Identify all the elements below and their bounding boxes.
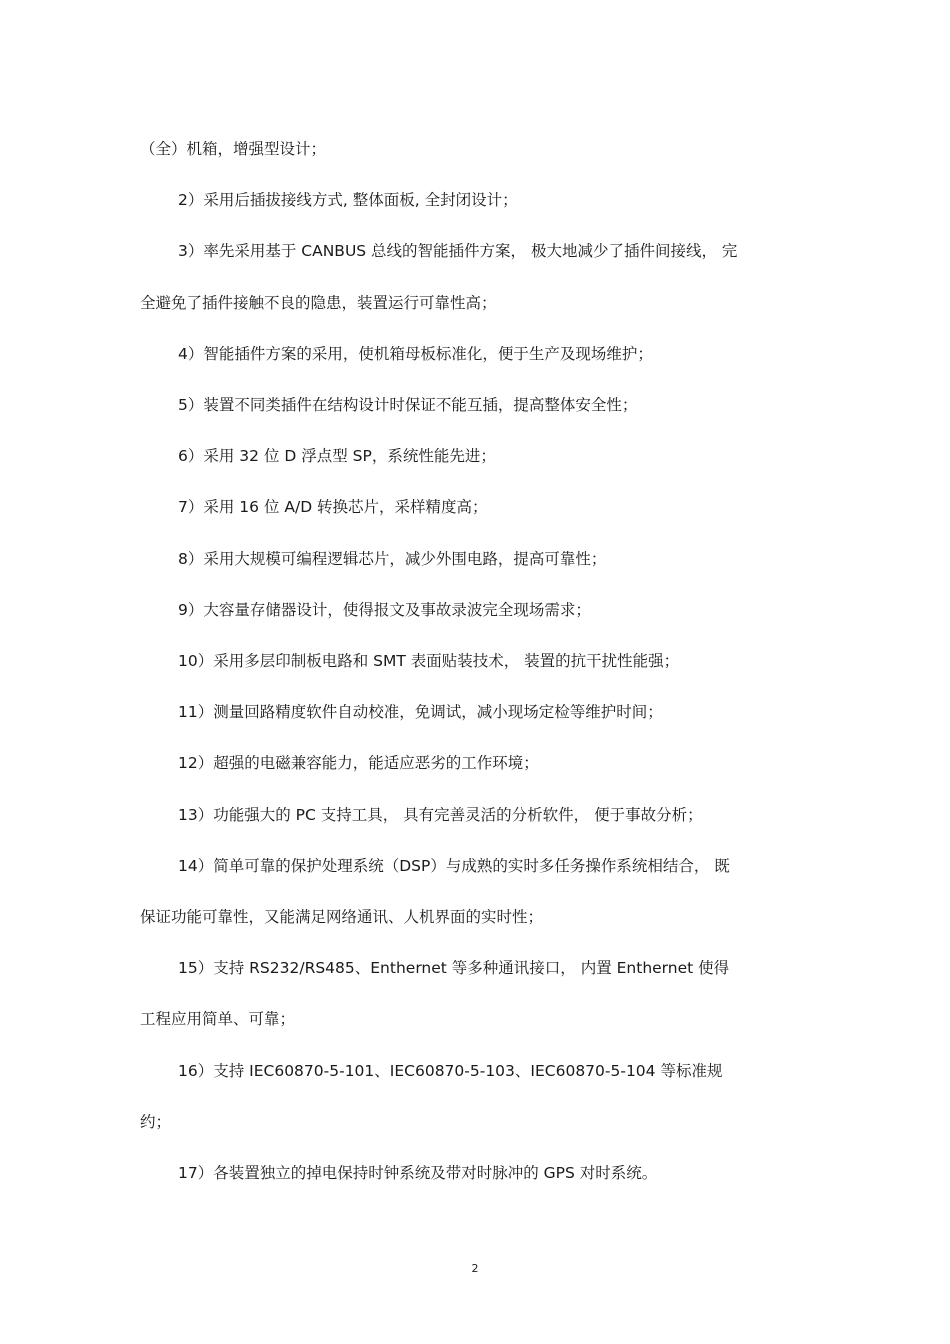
paragraph-line: 9）大容量存储器设计，使得报文及事故录波完全现场需求； bbox=[178, 600, 591, 619]
paragraph-line: 7）采用 16 位 A/D 转换芯片，采样精度高； bbox=[178, 498, 488, 517]
paragraph-line: 14）简单可靠的保护处理系统（DSP）与成熟的实时多任务操作系统相结合， 既 bbox=[178, 856, 730, 875]
paragraph-line: 5）装置不同类插件在结构设计时保证不能互插，提高整体安全性； bbox=[178, 396, 638, 415]
paragraph-line: 16）支持 IEC60870-5-101、IEC60870-5-103、IEC60870-5-104 等标准规 bbox=[178, 1061, 723, 1080]
paragraph-line: 约； bbox=[140, 1112, 172, 1131]
paragraph-line: 4）智能插件方案的采用，使机箱母板标准化，便于生产及现场维护； bbox=[178, 344, 653, 363]
paragraph-line: 12）超强的电磁兼容能力，能适应恶劣的工作环境； bbox=[178, 754, 539, 773]
page-number: 2 bbox=[471, 1262, 479, 1275]
paragraph-line: 保证功能可靠性，又能满足网络通讯、人机界面的实时性； bbox=[140, 908, 544, 927]
paragraph-line: 2）采用后插拔接线方式, 整体面板, 全封闭设计； bbox=[178, 191, 518, 210]
paragraph-line: 工程应用简单、可靠； bbox=[140, 1010, 296, 1029]
paragraph-line: 3）率先采用基于 CANBUS 总线的智能插件方案， 极大地减少了插件间接线， 完 bbox=[178, 242, 738, 261]
paragraph-line: 11）测量回路精度软件自动校准，免调试，减小现场定检等维护时间； bbox=[178, 703, 663, 722]
paragraph-line: （全）机箱，增强型设计； bbox=[140, 140, 327, 158]
paragraph-line: 17）各装置独立的掉电保持时钟系统及带对时脉冲的 GPS 对时系统。 bbox=[178, 1164, 658, 1183]
paragraph-line: 15）支持 RS232/RS485、Enthernet 等多种通讯接口， 内置 Enthernet 使得 bbox=[178, 959, 730, 978]
body-text bbox=[140, 124, 810, 1199]
paragraph-line: 10）采用多层印制板电路和 SMT 表面贴装技术， 装置的抗干扰性能强； bbox=[178, 652, 680, 671]
paragraph-line: 13）功能强大的 PC 支持工具， 具有完善灵活的分析软件， 便于事故分析； bbox=[178, 805, 703, 824]
paragraph-line: 6）采用 32 位 D 浮点型 SP，系统性能先进； bbox=[178, 447, 496, 466]
paragraph-line: 全避免了插件接触不良的隐患，装置运行可靠性高； bbox=[140, 293, 497, 312]
paragraph-line: 8）采用大规模可编程逻辑芯片，减少外围电路，提高可靠性； bbox=[178, 549, 607, 568]
